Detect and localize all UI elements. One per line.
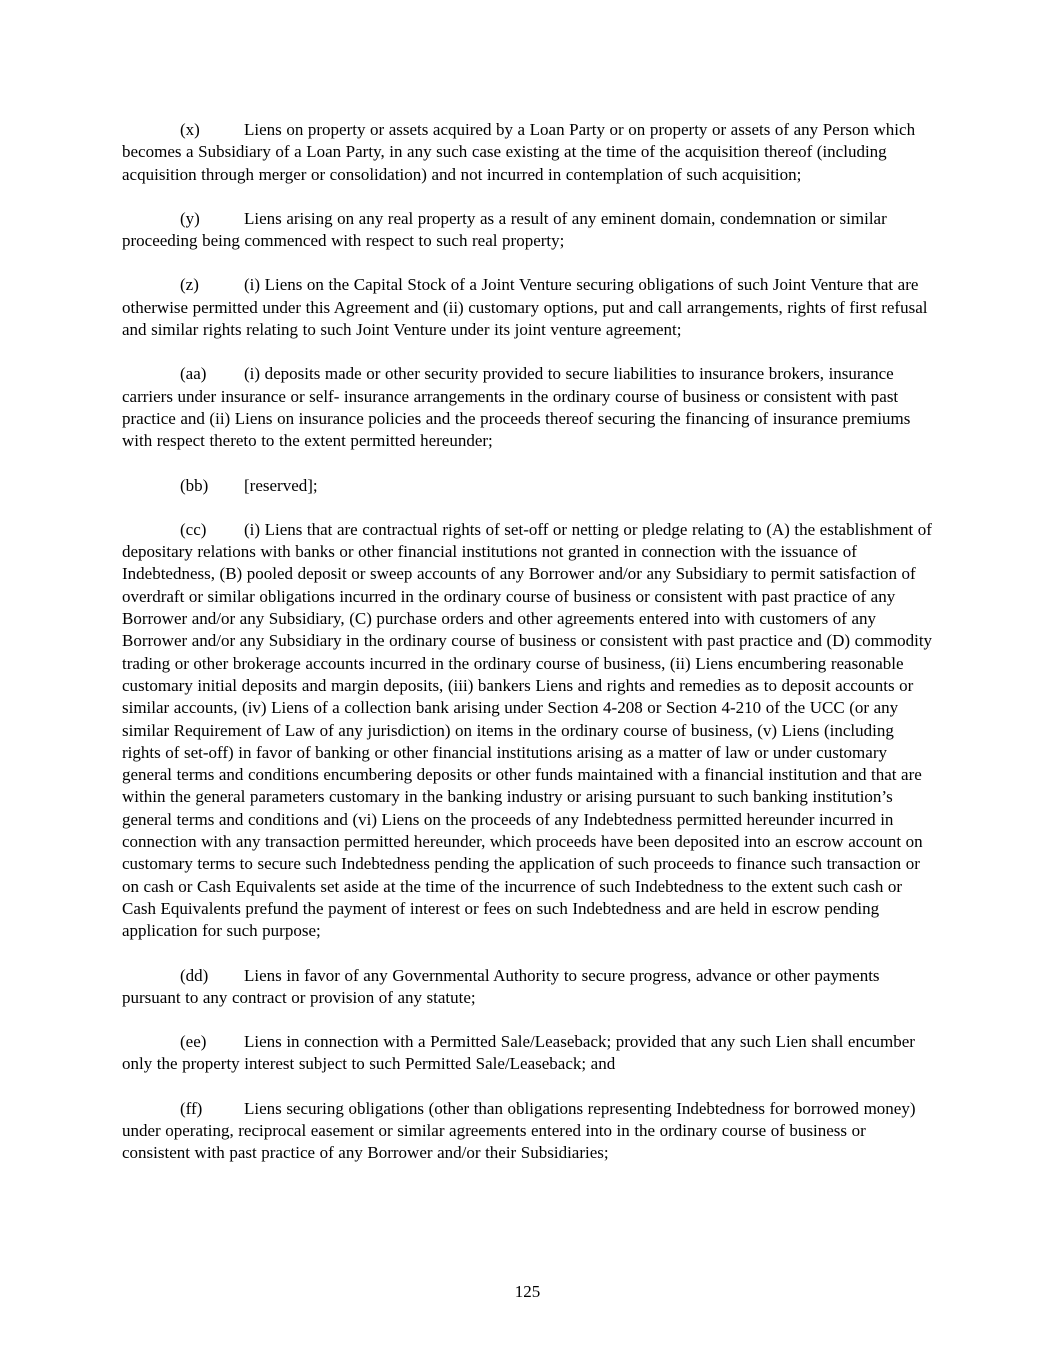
clause-label: (ee) [180,1032,207,1052]
clause-text: (i) Liens on the Capital Stock of a Joint Venture securing obligations of such Joint Venture that are otherwise permitted under this Agreement and (ii) customary options, put and call arrangements, rights of first refusal and similar rights relating to such Joint Venture under its joint venture agreement; [122,275,928,340]
clause-text: Liens in connection with a Permitted Sale/Leaseback; provided that any such Lien shall encumber only the property interest subject to such Permitted Sale/Leaseback; and [122,1032,915,1074]
clause-label: (x) [180,120,200,139]
clause-text: Liens in favor of any Governmental Authority to secure progress, advance or other payments pursuant to any contract or provision of any statute; [122,965,880,1007]
clause-aa [122,363,937,452]
clause-label: (bb) [180,475,209,495]
clause-dd [122,965,937,1010]
clause-cc [122,519,937,943]
clause-ee [122,1031,937,1076]
clause-text: Liens securing obligations (other than obligations representing Indebtedness for borrowed money) under operating, reciprocal easement or similar agreements entered into in the ordinary course of business or consistent with past practice of any Borrower and/or their Subsidiaries; [122,1098,916,1163]
clause-z [122,274,937,341]
clause-label: (y) [180,208,200,228]
document-body [122,119,937,1187]
clause-label: (aa) [180,364,207,384]
clause-label: (dd) [180,965,209,985]
page-number: 125 [514,1282,541,1301]
clause-text: [reserved]; [244,475,318,495]
clause-x [122,119,937,186]
clause-label: (cc) [180,519,207,539]
clause-ff [122,1098,937,1165]
clause-text: (i) deposits made or other security provided to secure liabilities to insurance brokers, insurance carriers under insurance or self- insurance arrangements in the ordinary course of business or consistent with past practice and (ii) Liens on insurance policies and the proceeds thereof securing the financing of insurance premiums with respect thereto to the extent permitted hereunder; [122,364,911,451]
clause-bb [122,475,937,497]
clause-text: Liens on property or assets acquired by a Loan Party or on property or assets of any Person which becomes a Subsidiary of a Loan Party, in any such case existing at the time of the acquisition thereof (including acquisition through merger or consolidation) and not incurred in contemplation of such acquisition; [122,120,916,184]
clause-text: (i) Liens that are contractual rights of set-off or netting or pledge relating to (A) the establishment of depositary relations with banks or other financial institutions not granted in connection with the issuance of Indebtedness, (B) pooled deposit or sweep accounts of any Borrower and/or any Subsidiary to permit satisfaction of overdraft or similar obligations incurred in the ordinary course of business or consistent with past practice of any Borrower and/or any Subsidiary, (C) purchase orders and other agreements entered into with customers of any Borrower and/or any Subsidiary in the ordinary course of business or consistent with past practice and (D) commodity trading or other brokerage accounts incurred in the ordinary course of business, (ii) Liens encumbering reasonable customary initial deposits and margin deposits, (iii) bankers Liens and rights and remedies as to deposit accounts or similar accounts, (iv) Liens of a collection bank arising under Section 4-208 or Section 4-210 of the UCC (or any similar Requirement of Law of any jurisdiction) on items in the ordinary course of business, (v) Liens (including rights of set-off) in favor of banking or other financial institutions arising as a matter of law or under customary general terms and conditions encumbering deposits or other funds maintained with a financial institution and that are within the general parameters customary in the banking industry or arising pursuant to such banking institution’s general terms and conditions and (vi) Liens on the proceeds of any Indebtedness permitted hereunder incurred in connection with any transaction permitted hereunder, which proceeds have been deposited into an escrow account on customary terms to secure such Indebtedness pending the application of such proceeds to finance such transaction or on cash or Cash Equivalents set aside at the time of the incurrence of such Indebtedness to the extent such cash or Cash Equivalents prefund the payment of interest or fees on such Indebtedness and are held in escrow pending application for such purpose; [122,519,933,941]
clause-label: (z) [180,275,199,295]
clause-y [122,208,937,253]
clause-text: Liens arising on any real property as a result of any eminent domain, condemnation or similar proceeding being commenced with respect to such real property; [122,208,887,251]
clause-label: (ff) [180,1098,203,1118]
